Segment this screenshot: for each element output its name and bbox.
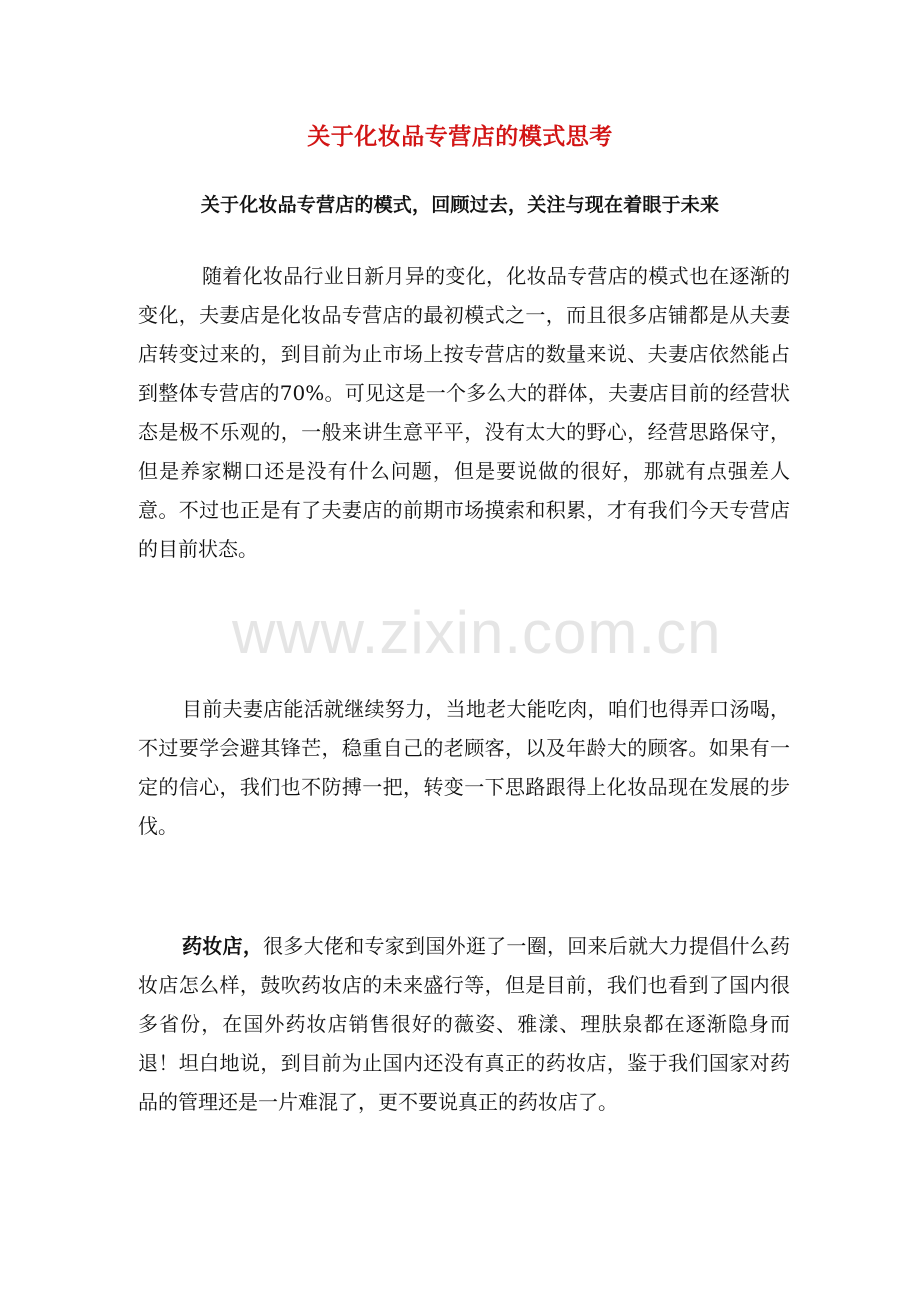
paragraph-3-body: 很多大佬和专家到国外逛了一圈，回来后就大力提倡什么药妆店怎么样，鼓吹药妆店的未来盛行等，但是目前，我们也看到了国内很多省份，在国外药妆店销售很好的薇姿、雅漾、理肤泉都在逐渐隐身而退！坦白地说，到目前为止国内还没有真正的药妆店，鉴于我们国家对药品的管理还是一片难混了，更不要说真正的药妆店了。 [138, 934, 791, 1114]
paragraph-3-lead: 药妆店， [182, 934, 264, 958]
document-subtitle: 关于化妆品专营店的模式，回顾过去，关注与现在着眼于未来 [200, 194, 720, 216]
paragraph-3 [138, 927, 790, 1122]
watermark: www.zixin.com.cn [232, 599, 722, 666]
paragraph-1: 随着化妆品行业日新月异的变化，化妆品专营店的模式也在逐渐的变化，夫妻店是化妆品专营店的最初模式之一，而且很多店铺都是从夫妻店转变过来的，到目前为止市场上按专营店的数量来说、夫妻店依然能占到整体专营店的70%。可见这是一个多么大的群体，夫妻店目前的经营状态是极不乐观的，一般来讲生意平平，没有太大的野心，经营思路保守，但是养家糊口还是没有什么问题，但是要说做的很好，那就有点强差人意。不过也正是有了夫妻店的前期市场摸索和积累，才有我们今天专营店的目前状态。 [138, 264, 790, 561]
paragraph-2: 目前夫妻店能活就继续努力，当地老大能吃肉，咱们也得弄口汤喝，不过要学会避其锋芒，稳重自己的老顾客，以及年龄大的顾客。如果有一定的信心，我们也不防搏一把，转变一下思路跟得上化妆品现在发展的步伐。 [138, 697, 790, 838]
document-title: 关于化妆品专营店的模式思考 [307, 123, 613, 150]
